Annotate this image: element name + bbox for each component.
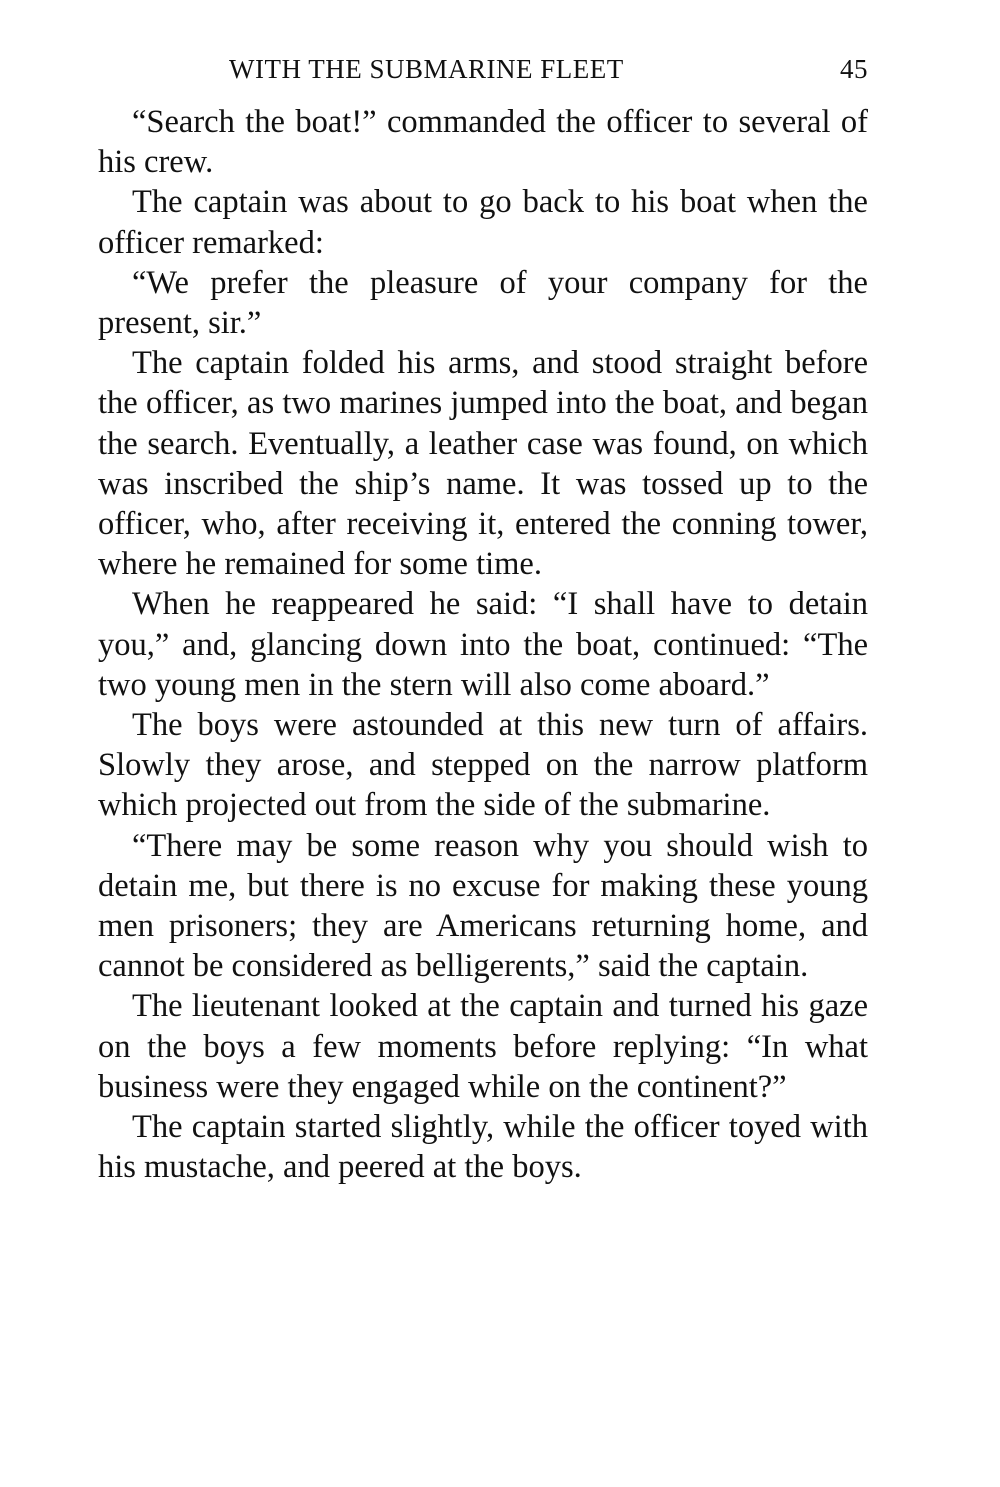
- paragraph: “Search the boat!” commanded the officer to several of his crew.: [98, 104, 868, 181]
- running-head: [98, 50, 868, 90]
- paragraph: The captain started slightly, while the officer toyed with his mustache, and peered at the boys.: [98, 1109, 868, 1186]
- body-text: [98, 102, 868, 1187]
- paragraph: “There may be some reason why you should wish to detain me, but there is no excuse for making these young men prisoners; they are Americans returning home, and cannot be considered as belligerents,” said the captain.: [98, 827, 868, 985]
- paragraph: “We prefer the pleasure of your company for the present, sir.”: [98, 264, 868, 342]
- paragraph: The captain folded his arms, and stood straight before the officer, as two marines jumped into the boat, and began the search. Eventually, a leather case was found, on which was inscribed the ship’s name. It was tossed up to the officer, who, after receiving it, entered the conning tower, where he remained for some time.: [98, 345, 868, 583]
- paragraph: When he reappeared he said: “I shall have to detain you,” and, glancing down into the boat, continued: “The two young men in the stern will also come aboard.”: [98, 586, 868, 703]
- paragraph: The captain was about to go back to his boat when the officer remarked:: [98, 184, 868, 261]
- paragraph: The lieutenant looked at the captain and turned his gaze on the boys a few moments before replying: “In what business were they engaged while on the continent?”: [98, 988, 868, 1105]
- page-number: 45: [840, 54, 868, 84]
- running-title: WITH THE SUBMARINE FLEET: [229, 54, 624, 84]
- paragraph: The boys were astounded at this new turn of affairs. Slowly they arose, and stepped on the narrow platform which projected out from the side of the submarine.: [98, 707, 868, 824]
- book-page: [98, 50, 868, 1187]
